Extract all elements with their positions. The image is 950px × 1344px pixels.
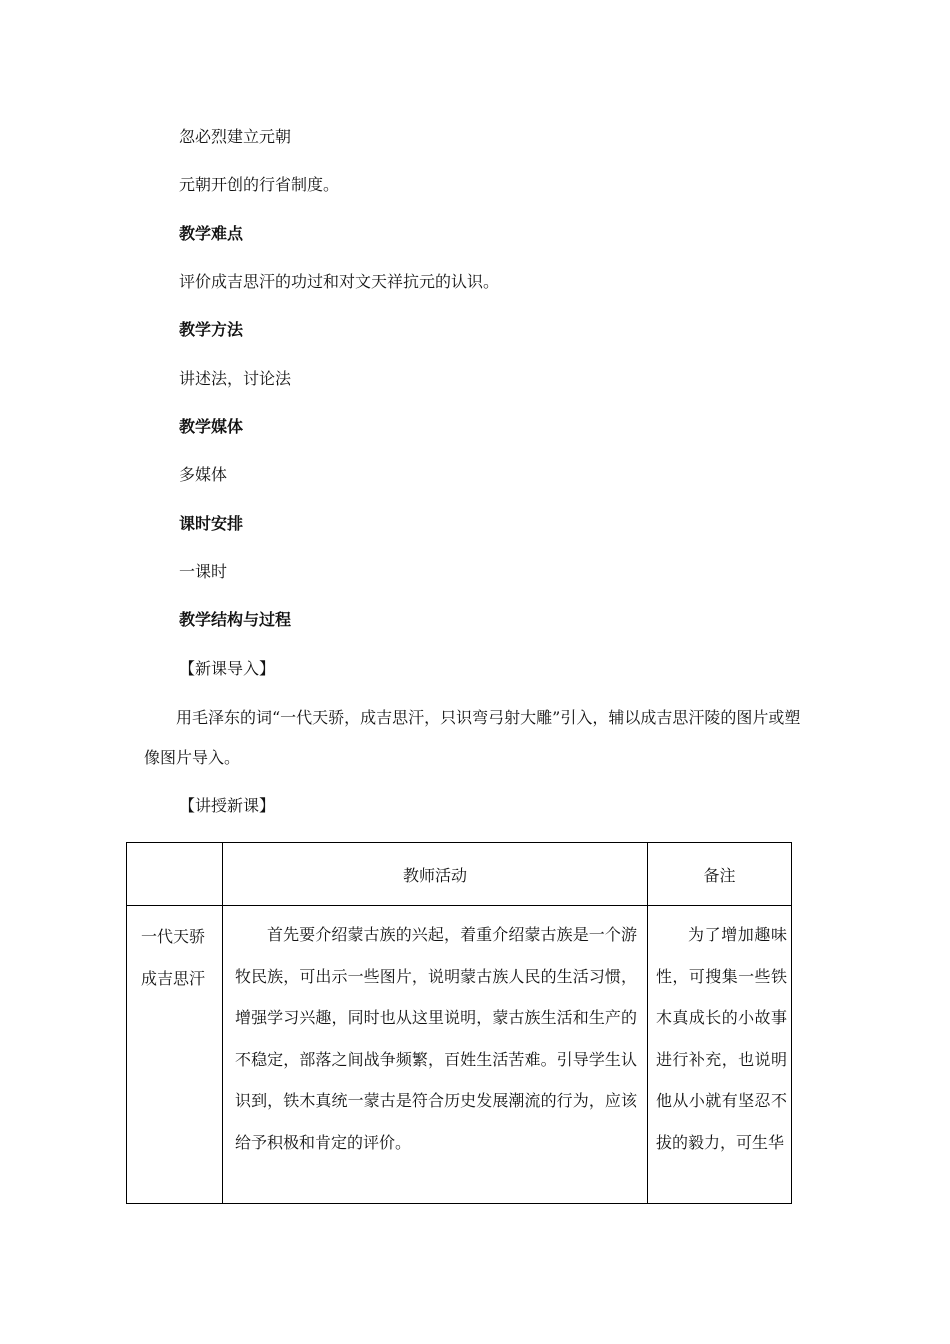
section-teach-label: 【讲授新课】 (179, 796, 276, 815)
heading-structure: 教学结构与过程 (179, 610, 292, 629)
heading-schedule: 课时安排 (179, 514, 244, 533)
text-line-yuan-founding: 忽必烈建立元朝 (179, 127, 292, 146)
text-media: 多媒体 (179, 465, 228, 484)
heading-media: 教学媒体 (179, 417, 244, 436)
lesson-table (126, 842, 792, 1204)
table-header-row (127, 843, 792, 906)
text-line-province-system: 元朝开创的行省制度。 (179, 175, 340, 194)
cell-notes: 为了增加趣味性，可搜集一些铁木真成长的小故事进行补充，也说明他从小就有坚忍不拔的毅力，可生华 (648, 906, 792, 1204)
text-schedule: 一课时 (179, 562, 228, 581)
header-cell-topic (127, 843, 223, 906)
table-row (127, 906, 792, 1204)
heading-method: 教学方法 (179, 320, 244, 339)
intro-paragraph: 用毛泽东的词“一代天骄，成吉思汗，只识弯弓射大雕”引入，辅以成吉思汗陵的图片或塑像图片导入。 (144, 708, 801, 767)
text-method: 讲述法，讨论法 (179, 369, 292, 388)
cell-topic: 一代天骄成吉思汗 (127, 906, 223, 1204)
header-cell-notes: 备注 (648, 843, 792, 906)
header-cell-teacher-activity: 教师活动 (223, 843, 648, 906)
cell-teacher-activity: 首先要介绍蒙古族的兴起，着重介绍蒙古族是一个游牧民族，可出示一些图片，说明蒙古族人民的生活习惯，增强学习兴趣，同时也从这里说明，蒙古族生活和生产的不稳定，部落之间战争频繁，百姓生活苦难。引导学生认识到，铁木真统一蒙古是符合历史发展潮流的行为，应该给予积极和肯定的评价。 (223, 906, 648, 1204)
text-difficulty: 评价成吉思汗的功过和对文天祥抗元的认识。 (179, 272, 500, 291)
section-intro-label: 【新课导入】 (179, 659, 276, 678)
heading-difficulty: 教学难点 (179, 224, 244, 243)
